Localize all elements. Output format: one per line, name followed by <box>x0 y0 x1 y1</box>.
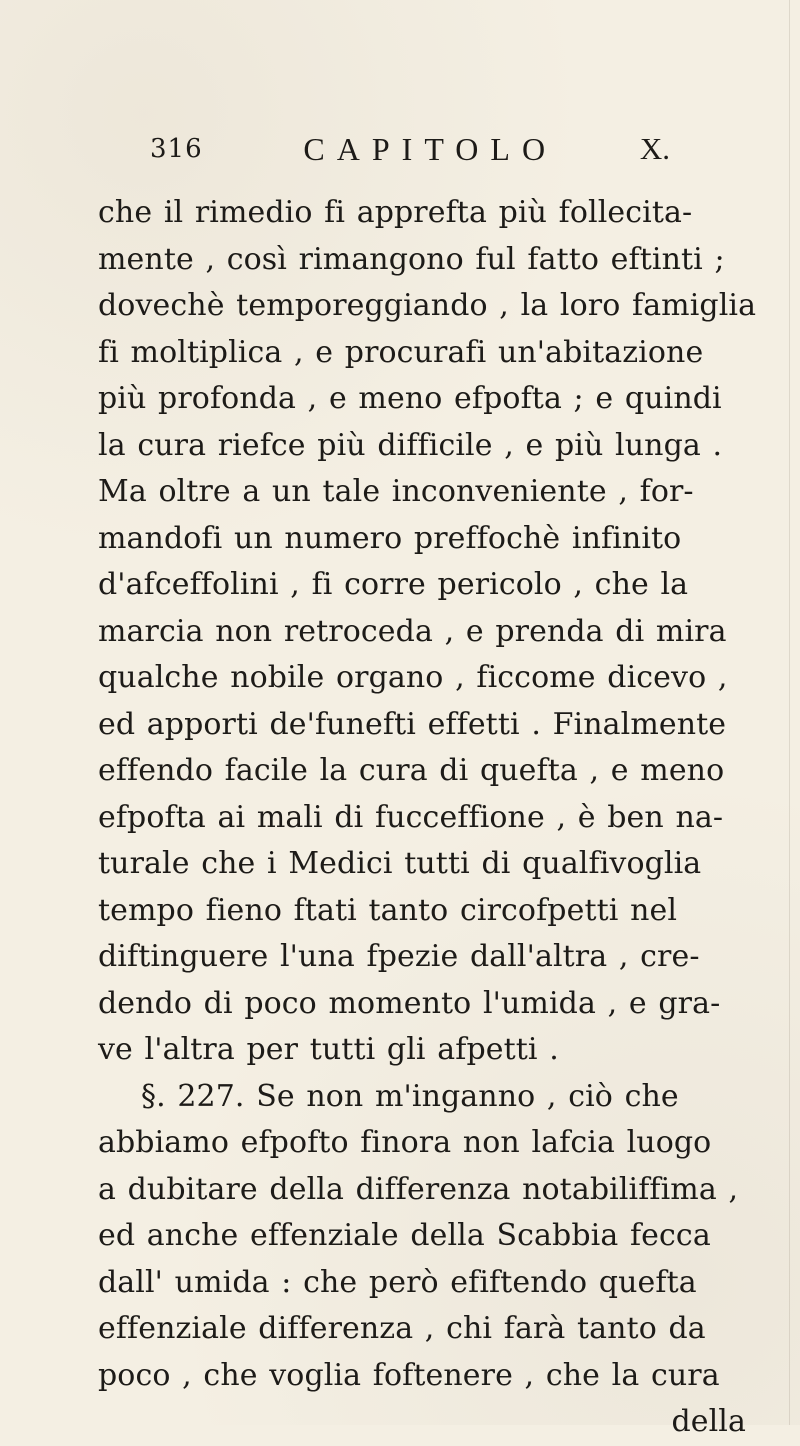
text-line: marcia non retroceda , e prenda di mira <box>98 613 727 649</box>
text-line: ed anche effenziale della Scabbia fecca <box>98 1218 711 1253</box>
catchword: della <box>671 1404 746 1439</box>
text-line: mandofi un numero preffochè infinito <box>98 520 682 556</box>
page-number: 316 <box>150 134 203 164</box>
text-line: ed apporti de'funefti effetti . Finalmente <box>98 706 727 742</box>
text-line: più profonda , e meno efpofta ; e quindi <box>98 381 722 416</box>
text-line: dall' umida : che però efiftendo quefta <box>98 1264 697 1300</box>
text-line: qualche nobile organo , ficcome dicevo , <box>98 660 728 695</box>
text-line: effendo facile la cura di quefta , e meno <box>98 753 725 788</box>
chapter-mark: X. <box>639 131 670 166</box>
text-line: efpofta ai mali di fucceffione , è ben na- <box>98 799 724 835</box>
text-line: che il rimedio fi apprefta più follecita- <box>98 195 693 230</box>
text-line: mente , così rimangono ful fatto eftinti ; <box>98 241 725 277</box>
text-line: §. 227. Se non m'inganno , ciò che <box>141 1078 679 1114</box>
text-line: ve l'altra per tutti gli afpetti . <box>98 1032 559 1067</box>
text-line: tempo fieno ftati tanto circofpetti nel <box>98 892 678 928</box>
text-line: poco , che voglia foftenere , che la cura <box>98 1357 720 1393</box>
text-line: turale che i Medici tutti di qualfivoglia <box>98 846 702 881</box>
text-line: Ma oltre a un tale inconveniente , for- <box>98 474 694 509</box>
text-line: dovechè temporeggiando , la loro famiglia <box>98 288 757 323</box>
running-head: CAPITOLO <box>303 130 558 167</box>
text-line: effenziale differenza , chi farà tanto da <box>98 1311 706 1346</box>
body-text <box>98 190 798 1446</box>
text-line: a dubitare della differenza notabiliffima , <box>98 1171 739 1207</box>
text-line: abbiamo efpofto finora non lafcia luogo <box>98 1125 712 1160</box>
text-line: la cura riefce più difficile , e più lunga . <box>98 427 723 463</box>
page-header <box>150 128 670 170</box>
text-line: d'afceffolini , fi corre pericolo , che la <box>98 567 689 602</box>
text-line: fi moltiplica , e procurafi un'abitazione <box>98 334 704 370</box>
text-line: diftinguere l'una fpezie dall'altra , cre- <box>98 939 700 974</box>
text-line: dendo di poco momento l'umida , e gra- <box>98 985 721 1021</box>
